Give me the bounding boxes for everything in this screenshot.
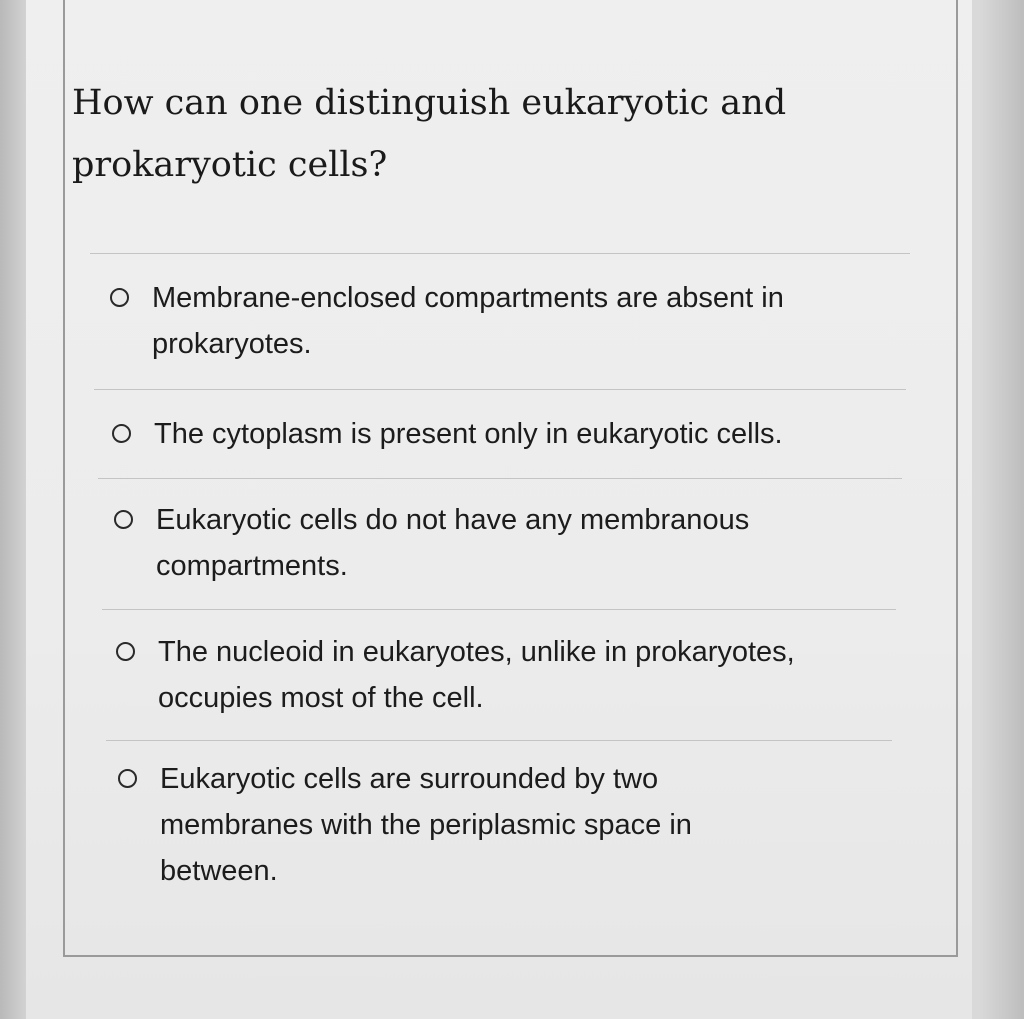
divider bbox=[102, 609, 896, 610]
card-bottom-edge bbox=[26, 1010, 972, 1019]
divider bbox=[94, 389, 906, 390]
divider bbox=[98, 478, 902, 479]
question-text: How can one distinguish eukaryotic and prokaryotic cells? bbox=[72, 83, 787, 185]
radio-button-2[interactable] bbox=[112, 424, 131, 443]
answer-option-2-label: The cytoplasm is present only in eukaryotic cells. bbox=[154, 418, 783, 450]
divider bbox=[90, 253, 910, 254]
answer-option-2[interactable] bbox=[112, 411, 892, 457]
answer-option-4[interactable] bbox=[116, 629, 886, 721]
radio-button-1[interactable] bbox=[110, 288, 129, 307]
answer-option-4-label: The nucleoid in eukaryotes, unlike in prokaryotes, occupies most of the cell. bbox=[158, 636, 795, 714]
answer-option-3[interactable] bbox=[114, 497, 884, 589]
radio-button-4[interactable] bbox=[116, 642, 135, 661]
radio-button-3[interactable] bbox=[114, 510, 133, 529]
answer-option-1[interactable] bbox=[110, 275, 880, 367]
divider bbox=[106, 740, 892, 741]
question-card bbox=[26, 0, 972, 1019]
answer-option-5[interactable] bbox=[118, 756, 818, 894]
answer-option-5-label: Eukaryotic cells are surrounded by two membranes with the periplasmic space in between. bbox=[160, 763, 692, 887]
answer-option-1-label: Membrane-enclosed compartments are absent in prokaryotes. bbox=[152, 282, 784, 360]
radio-button-5[interactable] bbox=[118, 769, 137, 788]
answer-option-3-label: Eukaryotic cells do not have any membranous compartments. bbox=[156, 504, 750, 582]
